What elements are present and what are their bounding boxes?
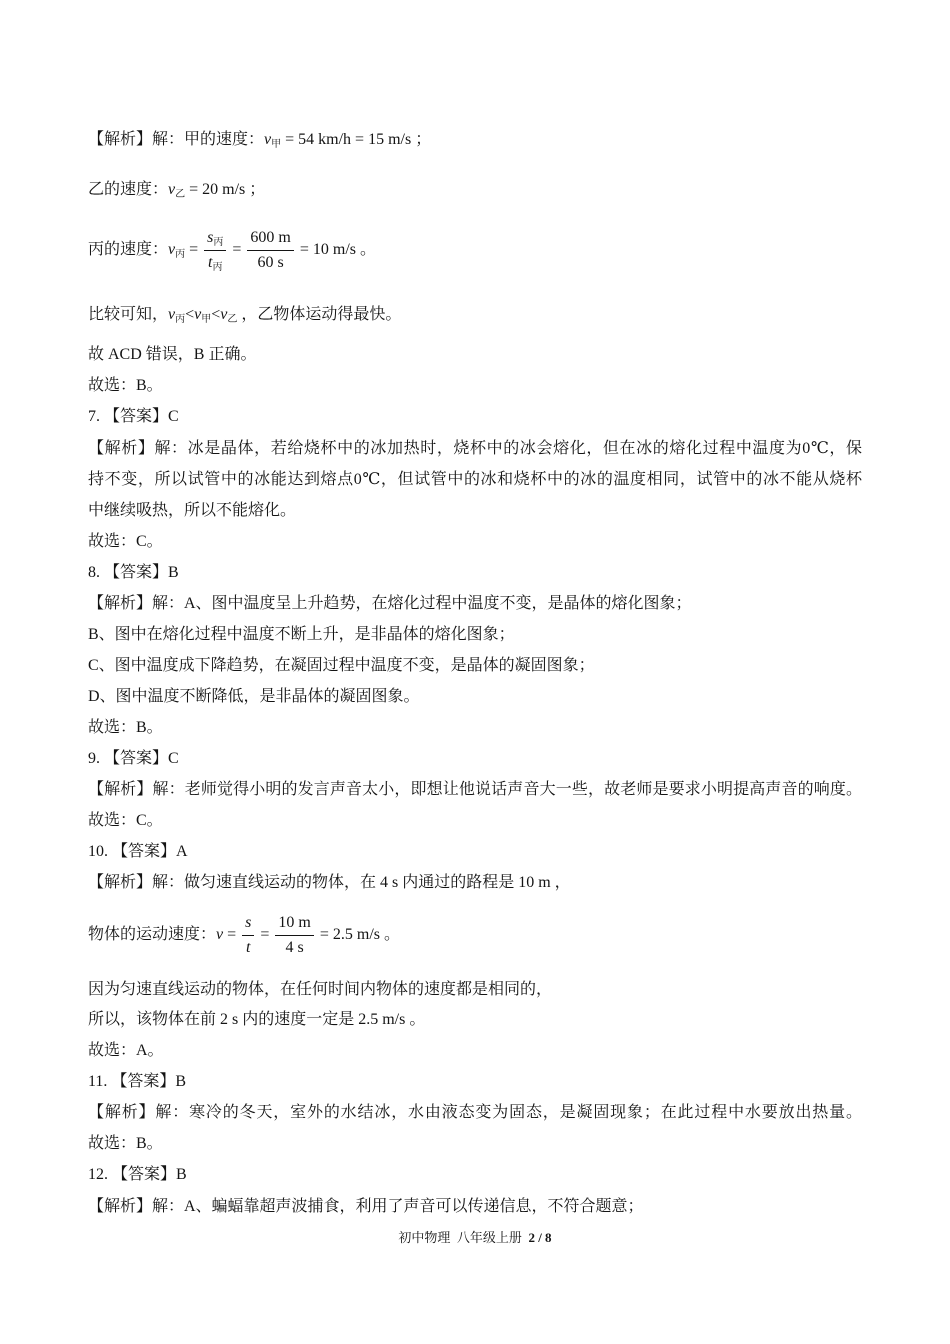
- q7-analysis-line-2: 持不变，所以试管中的冰能达到熔点0℃，但试管中的冰和烧杯中的冰的温度相同，试管中的冰不能从烧杯: [88, 471, 862, 488]
- q6-speed-yi-end: ；: [245, 181, 266, 198]
- q6-v-yi: $v_乙$: [220, 306, 238, 325]
- q11-choice: 故选：B。: [88, 1135, 163, 1152]
- q8-analysis-line-3: C、图中温度成下降趋势，在凝固过程中温度不变，是晶体的凝固图象；: [88, 657, 595, 674]
- q10-equals-2: =: [256, 926, 274, 943]
- q6-speed-bing-end: 。: [356, 241, 377, 258]
- q10-analysis-line-3: 所以，该物体在前 2 s 内的速度一定是 2.5 m/s 。: [88, 1011, 426, 1028]
- q10-v-symbol: v: [216, 926, 224, 943]
- q7-answer: 7. 【答案】C: [88, 408, 179, 425]
- q10-equals-1: =: [223, 926, 241, 943]
- q6-equals-1: =: [185, 241, 203, 258]
- q8-analysis-line-2: B、图中在熔化过程中温度不断上升，是非晶体的熔化图象；: [88, 626, 515, 643]
- page-number: 2 / 8: [528, 1230, 552, 1245]
- q6-v-bing: $v_丙$: [168, 306, 186, 325]
- q6-fraction-values: $\frac{600 m}{60 s}$: [247, 227, 293, 274]
- q6-speed-bing-result: = 10 m/s: [295, 241, 357, 258]
- q6-compare-suffix: ，乙物体运动得最快。: [237, 306, 402, 323]
- footer-label: 初中物理 八年级上册: [398, 1230, 529, 1245]
- less-than-2: <: [211, 306, 221, 323]
- q6-conclusion: 故 ACD 错误，B 正确。: [88, 346, 257, 363]
- q6-speed-yi-expression: = 20 m/s: [185, 181, 246, 198]
- q6-speed-yi-prefix: 乙的速度：: [88, 181, 169, 198]
- q6-speed-jia-prefix: 【解析】解：甲的速度：: [88, 131, 265, 148]
- q6-fraction-s-over-t: $\frac{s_丙}{t_丙}$: [204, 227, 226, 274]
- q6-speed-jia-end: ；: [411, 131, 432, 148]
- q10-formula-result: = 2.5 m/s: [315, 926, 381, 943]
- q6-v-bing-symbol: $v_丙$: [168, 241, 186, 260]
- q10-fraction-values: $\frac{10 m}{4 s}$: [275, 912, 313, 959]
- q6-speed-yi-line: [88, 179, 265, 201]
- q10-fraction-s-over-t: $\frac{s}{t}$: [242, 912, 254, 959]
- q7-analysis-line-1: 【解析】解：冰是晶体，若给烧杯中的冰加热时，烧杯中的冰会熔化，但在冰的熔化过程中温度为0℃，保: [88, 440, 862, 457]
- q7-choice: 故选：C。: [88, 533, 163, 550]
- q6-v-jia-symbol: $v_甲$: [264, 131, 282, 150]
- q7-analysis-line-3: 中继续吸热，所以不能熔化。: [88, 502, 297, 519]
- q10-formula-end: 。: [380, 926, 401, 943]
- q6-speed-jia-line: [88, 129, 431, 151]
- q10-choice: 故选：A。: [88, 1042, 164, 1059]
- q10-formula-prefix: 物体的运动速度：: [88, 926, 217, 943]
- q6-v-jia: $v_甲$: [194, 306, 212, 325]
- q6-choice: 故选：B。: [88, 377, 163, 394]
- q10-formula-line: [88, 911, 400, 959]
- q12-answer: 12. 【答案】B: [88, 1166, 187, 1183]
- q9-answer: 9. 【答案】C: [88, 750, 179, 767]
- q11-analysis: 【解析】解：寒冷的冬天，室外的水结冰，水由液态变为固态，是凝固现象；在此过程中水要放出热量。: [88, 1104, 862, 1121]
- q8-answer: 8. 【答案】B: [88, 564, 179, 581]
- q11-answer: 11. 【答案】B: [88, 1073, 187, 1090]
- q6-compare-prefix: 比较可知，: [88, 306, 169, 323]
- q10-analysis-line-1: 【解析】解：做匀速直线运动的物体，在 4 s 内通过的路程是 10 m ，: [88, 874, 571, 891]
- q9-choice: 故选：C。: [88, 812, 163, 829]
- q6-speed-bing-line: [88, 226, 376, 274]
- q6-equals-2: =: [228, 241, 246, 258]
- q6-compare-line: [88, 304, 401, 326]
- q8-analysis-line-1: 【解析】解：A、图中温度呈上升趋势，在熔化过程中温度不变，是晶体的熔化图象；: [88, 595, 692, 612]
- q6-v-yi-symbol: $v_乙$: [168, 181, 186, 200]
- q9-analysis: 【解析】解：老师觉得小明的发言声音太小，即想让他说话声音大一些，故老师是要求小明提高声音的响度。: [88, 781, 862, 798]
- q6-speed-bing-prefix: 丙的速度：: [88, 241, 169, 258]
- q8-choice: 故选：B。: [88, 719, 163, 736]
- less-than-1: <: [185, 306, 195, 323]
- page-footer: [0, 1228, 950, 1248]
- q10-answer: 10. 【答案】A: [88, 843, 188, 860]
- q10-analysis-line-2: 因为匀速直线运动的物体，在任何时间内物体的速度都是相同的，: [88, 981, 553, 998]
- q6-speed-jia-expression: = 54 km/h = 15 m/s: [281, 131, 412, 148]
- q8-analysis-line-4: D、图中温度不断降低，是非晶体的凝固图象。: [88, 688, 420, 705]
- q12-analysis: 【解析】解：A、蝙蝠靠超声波捕食，利用了声音可以传递信息，不符合题意；: [88, 1198, 644, 1215]
